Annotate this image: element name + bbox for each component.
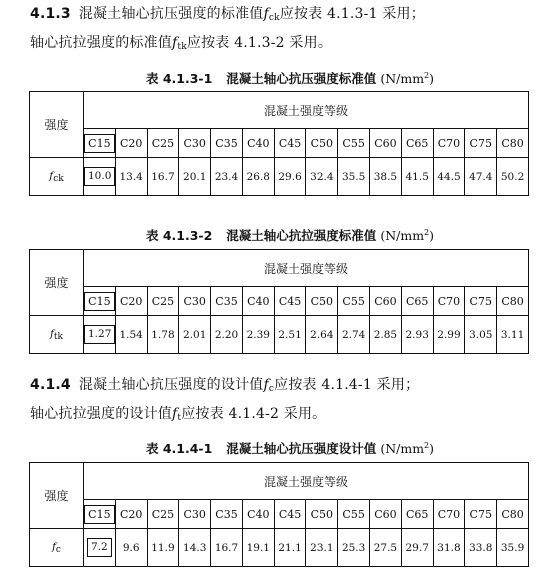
value-cell: 11.9 [147, 529, 179, 567]
grade-cell: C55 [338, 129, 370, 158]
value-cell: 2.20 [211, 316, 243, 354]
grade-row [30, 129, 529, 158]
grade-row [30, 500, 529, 529]
value-cell: 32.4 [306, 158, 338, 196]
grade-cell: C70 [433, 500, 465, 529]
table-4-1-3-2 [29, 249, 529, 354]
table-4-1-4-1 [29, 462, 529, 567]
grade-cell: C15 [84, 129, 116, 158]
row-header: 强度 [30, 463, 84, 529]
value-row [30, 529, 529, 567]
table-4-1-3-1 [29, 91, 529, 196]
value-cell: 47.4 [465, 158, 497, 196]
value-cell: 10.0 [84, 158, 116, 196]
value-cell: 26.8 [242, 158, 274, 196]
grade-cell: C30 [179, 500, 211, 529]
row-header: 强度 [30, 92, 84, 158]
symbol: $f_c$ [263, 377, 275, 394]
grade-cell: C75 [465, 287, 497, 316]
grade-cell: C25 [147, 500, 179, 529]
grade-cell: C25 [147, 287, 179, 316]
value-cell: 2.74 [338, 316, 370, 354]
symbol: $f_t$ [172, 406, 182, 423]
grade-cell: C65 [401, 287, 433, 316]
value-cell: 41.5 [401, 158, 433, 196]
grade-cell: C40 [242, 500, 274, 529]
value-cell: 3.11 [497, 316, 529, 354]
value-cell: 27.5 [370, 529, 402, 567]
value-cell: 44.5 [433, 158, 465, 196]
grade-cell: C35 [211, 500, 243, 529]
grade-cell: C60 [370, 129, 402, 158]
grade-cell: C30 [179, 129, 211, 158]
value-cell: 2.64 [306, 316, 338, 354]
grade-cell: C15 [84, 500, 116, 529]
caption-title: 混凝土轴心抗压强度标准值 [226, 71, 377, 87]
clause-text: 轴心抗拉强度的设计值 [30, 406, 172, 422]
row-header: 强度 [30, 250, 84, 316]
grade-cell: C20 [115, 500, 147, 529]
grade-cell: C45 [274, 129, 306, 158]
group-header: 混凝土强度等级 [84, 250, 529, 287]
value-cell: 1.27 [84, 316, 116, 354]
grade-cell: C75 [465, 129, 497, 158]
grade-row [30, 287, 529, 316]
clause-text: 应按表 4.1.4-1 采用； [274, 377, 420, 393]
caption-unit: $(N/mm^2)$ [380, 441, 435, 457]
value-cell: 33.8 [465, 529, 497, 567]
symbol-cell: fc [30, 529, 84, 567]
clause-number: 4.1.4 [30, 377, 71, 393]
grade-cell: C35 [211, 129, 243, 158]
grade-cell: C60 [370, 287, 402, 316]
grade-cell: C70 [433, 129, 465, 158]
value-cell: 25.3 [338, 529, 370, 567]
grade-cell: C50 [306, 287, 338, 316]
caption-unit: $(N/mm^2)$ [380, 71, 435, 87]
group-header: 混凝土强度等级 [84, 92, 529, 129]
symbol: $f_{ck}$ [263, 6, 280, 23]
value-cell: 2.39 [242, 316, 274, 354]
value-cell: 23.1 [306, 529, 338, 567]
grade-cell: C60 [370, 500, 402, 529]
clause-number: 4.1.3 [30, 6, 71, 22]
value-row [30, 158, 529, 196]
clause-text: 应按表 4.1.4-2 采用。 [181, 406, 327, 422]
table-caption [30, 68, 550, 87]
caption-unit: $(N/mm^2)$ [380, 228, 435, 244]
grade-cell: C75 [465, 500, 497, 529]
grade-cell: C15 [84, 287, 116, 316]
grade-cell: C40 [242, 129, 274, 158]
caption-title: 混凝土轴心抗压强度设计值 [226, 441, 377, 457]
value-cell: 20.1 [179, 158, 211, 196]
value-cell: 2.99 [433, 316, 465, 354]
value-cell: 1.78 [147, 316, 179, 354]
clause-line [30, 402, 550, 431]
caption-number: 表 4.1.3-2 [145, 228, 213, 244]
grade-cell: C45 [274, 287, 306, 316]
grade-cell: C35 [211, 287, 243, 316]
grade-cell: C65 [401, 500, 433, 529]
clause-text: 轴心抗拉强度的标准值 [30, 35, 172, 51]
symbol: $f_{tk}$ [172, 35, 187, 52]
clause-4-1-4 [30, 373, 550, 431]
grade-cell: C30 [179, 287, 211, 316]
caption-title: 混凝土轴心抗拉强度标准值 [226, 228, 377, 244]
grade-cell: C80 [497, 500, 529, 529]
grade-cell: C80 [497, 129, 529, 158]
value-cell: 35.9 [497, 529, 529, 567]
value-cell: 29.6 [274, 158, 306, 196]
value-cell: 23.4 [211, 158, 243, 196]
value-cell: 50.2 [497, 158, 529, 196]
clause-line [30, 373, 550, 402]
clause-text: 混凝土轴心抗压强度的设计值 [78, 377, 264, 393]
grade-cell: C70 [433, 287, 465, 316]
value-cell: 38.5 [370, 158, 402, 196]
clause-text: 应按表 4.1.3-2 采用。 [186, 35, 333, 51]
grade-cell: C55 [338, 500, 370, 529]
group-header: 混凝土强度等级 [84, 463, 529, 500]
value-cell: 3.05 [465, 316, 497, 354]
grade-cell: C40 [242, 287, 274, 316]
value-cell: 21.1 [274, 529, 306, 567]
symbol-cell: fck [30, 158, 84, 196]
value-cell: 2.85 [370, 316, 402, 354]
value-cell: 16.7 [147, 158, 179, 196]
value-cell: 16.7 [211, 529, 243, 567]
value-row [30, 316, 529, 354]
table-caption [30, 225, 550, 244]
grade-cell: C50 [306, 500, 338, 529]
grade-cell: C50 [306, 129, 338, 158]
caption-number: 表 4.1.3-1 [145, 71, 213, 87]
caption-number: 表 4.1.4-1 [145, 441, 213, 457]
value-cell: 9.6 [115, 529, 147, 567]
grade-cell: C45 [274, 500, 306, 529]
grade-cell: C55 [338, 287, 370, 316]
value-cell: 1.54 [115, 316, 147, 354]
clause-text: 混凝土轴心抗压强度的标准值 [78, 6, 264, 22]
value-cell: 2.51 [274, 316, 306, 354]
value-cell: 13.4 [115, 158, 147, 196]
value-cell: 29.7 [401, 529, 433, 567]
value-cell: 2.01 [179, 316, 211, 354]
value-cell: 14.3 [179, 529, 211, 567]
clause-4-1-3 [30, 2, 550, 60]
grade-cell: C20 [115, 287, 147, 316]
table-caption [30, 438, 550, 457]
clause-text: 应按表 4.1.3-1 采用； [279, 6, 425, 22]
clause-line [30, 31, 550, 60]
value-cell: 19.1 [242, 529, 274, 567]
symbol-cell: ftk [30, 316, 84, 354]
grade-cell: C80 [497, 287, 529, 316]
clause-line [30, 2, 550, 31]
grade-cell: C65 [401, 129, 433, 158]
grade-cell: C20 [115, 129, 147, 158]
value-cell: 2.93 [401, 316, 433, 354]
value-cell: 35.5 [338, 158, 370, 196]
value-cell: 31.8 [433, 529, 465, 567]
value-cell: 7.2 [84, 529, 116, 567]
grade-cell: C25 [147, 129, 179, 158]
